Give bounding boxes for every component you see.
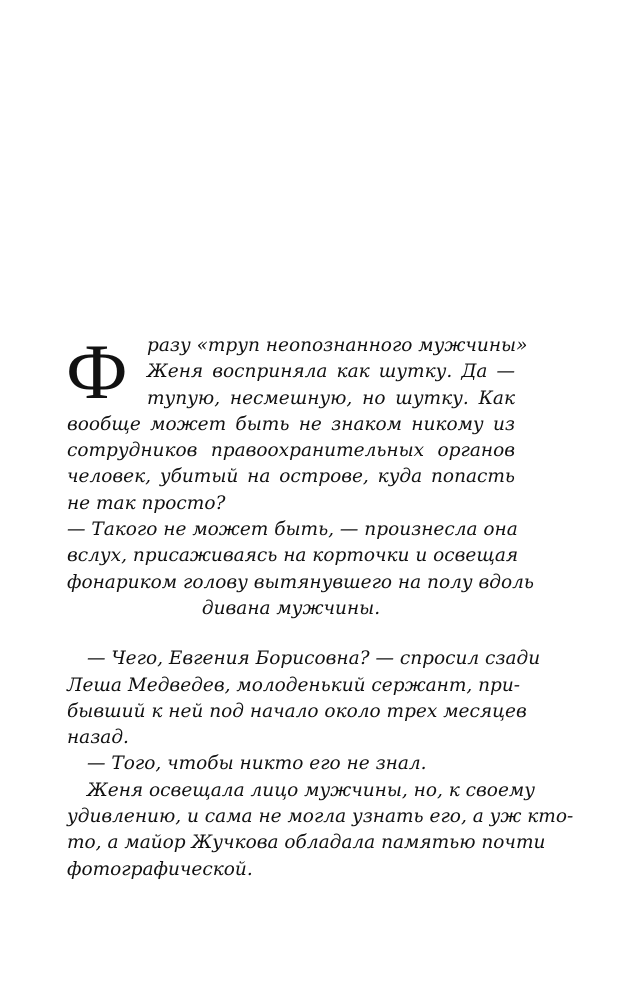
text-line: человек, убитый на острове, куда попасть	[67, 466, 515, 488]
text-line: фонариком голову вытянувшего на полу вдоль	[67, 571, 534, 593]
text-line: — Чего, Евгения Борисовна? — спросил сзади	[87, 648, 541, 670]
text-line: вообще может быть не знаком никому из	[67, 413, 515, 435]
drop-cap: Ф	[66, 328, 128, 415]
text-line: — Такого не может быть, — произнесла она	[67, 519, 518, 541]
text-line: Женя освещала лицо мужчины, но, к своему	[87, 779, 535, 801]
text-line: то, а майор Жучкова обладала памятью почти	[67, 832, 546, 854]
text-line: сотрудников правоохранительных органов	[67, 440, 515, 462]
text-line: дивана мужчины.	[201, 597, 381, 619]
text-line: бывший к ней под начало около трех месяцев	[67, 700, 527, 722]
paragraph-gap	[67, 622, 515, 646]
text-line: назад.	[67, 727, 129, 749]
text-line: тупую, несмешную, но шутку. Как	[147, 387, 515, 409]
body-text	[66, 328, 574, 883]
text-line: не так просто?	[67, 492, 226, 514]
text-line: Женя восприняла как шутку. Да —	[147, 361, 515, 383]
text-line: — Того, чтобы никто его не знал.	[87, 753, 427, 775]
text-line: удивлению, и сама не могла узнать его, а уж кто-	[67, 806, 574, 828]
text-line: фотографической.	[67, 858, 253, 880]
text-line: разу «труп неопознанного мужчины»	[147, 335, 528, 356]
text-line: вслух, присаживаясь на корточки и освещая	[67, 545, 519, 567]
text-line: Леша Медведев, молоденький сержант, при-	[67, 674, 521, 696]
